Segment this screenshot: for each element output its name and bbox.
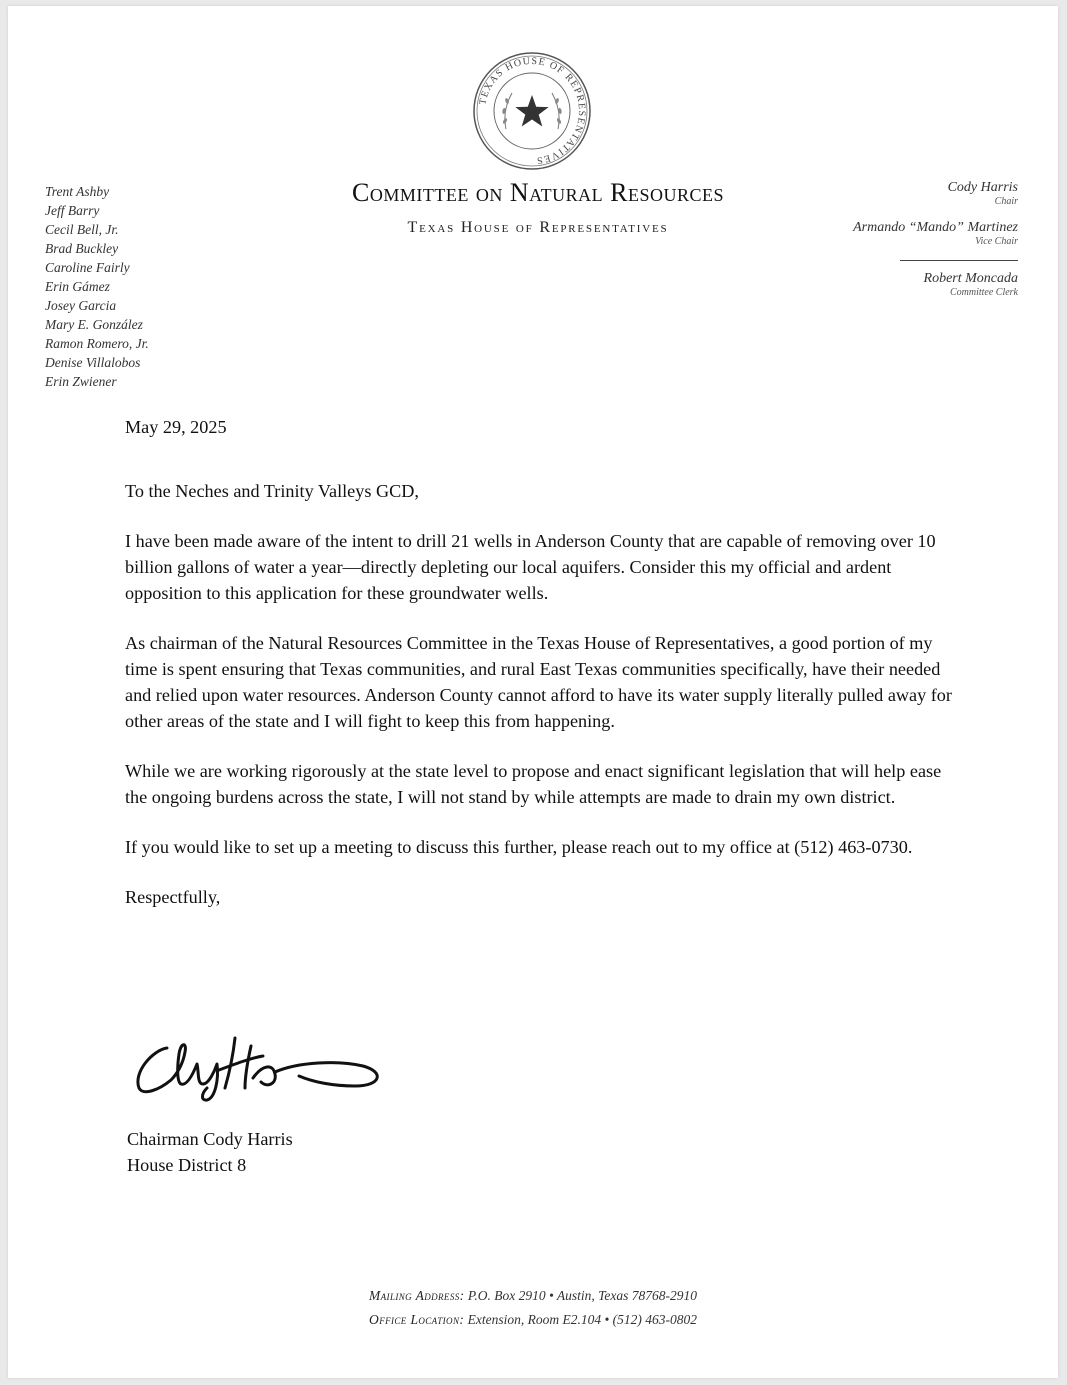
- letter-page: [8, 6, 1058, 1378]
- member-name: Cecil Bell, Jr.: [45, 222, 119, 237]
- mailing-address-label: Mailing Address:: [369, 1288, 465, 1303]
- closing: Respectfully,: [125, 887, 221, 907]
- committee-title: Committee on Natural Resources: [352, 178, 724, 207]
- committee-officers: [853, 180, 1018, 311]
- committee-members-list: [45, 182, 149, 391]
- office-location-label: Office Location:: [369, 1312, 465, 1327]
- member-name: Mary E. González: [45, 317, 143, 332]
- svg-text:TEXAS HOUSE OF REPRESENTATIVES: TEXAS HOUSE OF REPRESENTATIVES: [477, 55, 588, 166]
- letter-date: May 29, 2025: [125, 417, 227, 437]
- clerk-role: Committee Clerk: [949, 287, 1018, 298]
- committee-subtitle: Texas House of Representatives: [407, 219, 669, 236]
- body-paragraph: While we are working rigorously at the state level to propose and enact significant legislation that will help ease the ongoing burdens across the state, I will not stand by while attempts are made to drain my own district.: [125, 761, 942, 807]
- member-name: Erin Gámez: [45, 279, 110, 294]
- body-paragraph: I have been made aware of the intent to drill 21 wells in Anderson County that are capable of removing over 10 billion gallons of water a year—directly depleting our local aquifers. Consider this my official and ardent opposition to this application for these groundwater wells.: [125, 531, 936, 603]
- clerk-name: Robert Moncada: [923, 271, 1018, 286]
- office-location: Extension, Room E2.104 • (512) 463-0802: [467, 1312, 697, 1327]
- signer-district: House District 8: [127, 1155, 247, 1175]
- member-name: Jeff Barry: [45, 203, 100, 218]
- handwritten-signature: [123, 1024, 393, 1102]
- office-location-line: [8, 1308, 1058, 1332]
- vice-chair-name: Armando “Mando” Martinez: [853, 220, 1018, 235]
- letter-footer: [8, 1284, 1058, 1332]
- chair-name: Cody Harris: [947, 180, 1018, 195]
- letter-body: [125, 414, 955, 934]
- member-name: Denise Villalobos: [45, 355, 141, 370]
- mailing-address-line: [8, 1284, 1058, 1308]
- member-name: Trent Ashby: [45, 184, 110, 199]
- body-paragraph: As chairman of the Natural Resources Committee in the Texas House of Representatives, a good portion of my time is spent ensuring that Texas communities, and rural East Texas communities specifically, have their needed and relied upon water resources. Anderson County cannot afford to have its water supply literally pulled away for other areas of the state and I will fight to keep this from happening.: [125, 633, 952, 731]
- salutation: To the Neches and Trinity Valleys GCD,: [125, 481, 419, 501]
- vice-chair-role: Vice Chair: [975, 236, 1018, 247]
- officers-divider: [900, 260, 1018, 261]
- member-name: Josey Garcia: [45, 298, 117, 313]
- house-seal: [472, 51, 592, 171]
- member-name: Brad Buckley: [45, 241, 119, 256]
- member-name: Erin Zwiener: [45, 374, 117, 389]
- signer-name: Chairman Cody Harris: [127, 1129, 293, 1149]
- mailing-address: P.O. Box 2910 • Austin, Texas 78768-2910: [467, 1288, 697, 1303]
- body-paragraph: If you would like to set up a meeting to discuss this further, please reach out to my office at (512) 463-0730.: [125, 837, 913, 857]
- member-name: Caroline Fairly: [45, 260, 130, 275]
- member-name: Ramon Romero, Jr.: [45, 336, 149, 351]
- signature-block: [127, 1126, 293, 1178]
- chair-role: Chair: [994, 196, 1018, 207]
